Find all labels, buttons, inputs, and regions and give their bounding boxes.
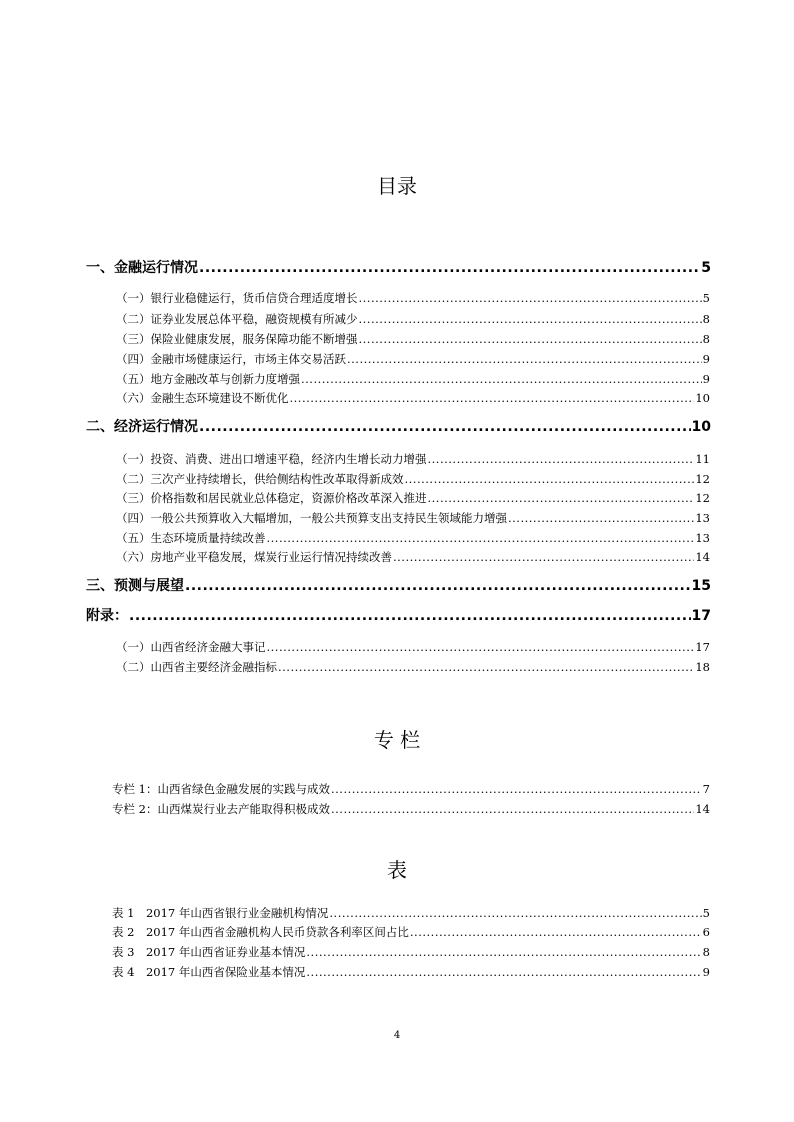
toc-section-2[interactable] <box>86 418 711 436</box>
dot-leader <box>359 312 702 327</box>
toc-page-number: 5 <box>701 260 711 276</box>
toc-page-number: 13 <box>695 531 710 545</box>
toc-entry-label: 表 4 2017 年山西省保险业基本情况 <box>112 965 306 979</box>
toc-entry-label: （一）山西省经济金融大事记 <box>116 640 266 654</box>
toc-entry[interactable] <box>116 660 710 675</box>
dot-leader <box>405 472 695 487</box>
toc-page-number: 12 <box>695 472 710 486</box>
toc-column-entry[interactable] <box>112 802 710 817</box>
toc-entry-label: （五）生态环境质量持续改善 <box>116 531 266 545</box>
dot-leader <box>329 906 701 921</box>
dot-leader <box>301 372 702 387</box>
toc-page-number: 14 <box>695 550 710 564</box>
toc-section-label: 二、经济运行情况 <box>86 419 198 435</box>
toc-entry-label: 表 1 2017 年山西省银行业金融机构情况 <box>112 906 329 920</box>
toc-entry-label: （二）证券业发展总体平稳，融资规模有所减少 <box>116 312 358 326</box>
toc-page-number: 17 <box>695 640 710 654</box>
toc-page-number: 11 <box>695 452 710 466</box>
dot-leader <box>267 640 695 655</box>
toc-entry-label: （二）山西省主要经济金融指标 <box>116 660 277 674</box>
dot-leader <box>306 945 701 960</box>
toc-page-number: 5 <box>702 291 710 305</box>
dot-leader <box>331 782 702 797</box>
toc-entry[interactable] <box>116 291 710 306</box>
dot-leader <box>410 925 702 940</box>
toc-page-number: 18 <box>695 660 710 674</box>
toc-title: 目录 <box>377 174 417 198</box>
dot-leader <box>428 452 695 467</box>
toc-entry[interactable] <box>116 491 710 506</box>
toc-entry[interactable] <box>116 640 710 655</box>
toc-page-number: 10 <box>691 419 711 435</box>
dot-leader <box>290 391 695 406</box>
toc-entry-label: 专栏 1：山西省绿色金融发展的实践与成效 <box>112 782 330 796</box>
toc-page-number: 10 <box>695 391 710 405</box>
toc-section-3[interactable] <box>86 577 711 595</box>
toc-page-number: 8 <box>702 312 710 326</box>
toc-page-number: 17 <box>691 608 711 624</box>
toc-section-appendix[interactable] <box>86 607 711 625</box>
toc-entry-label: （四）一般公共预算收入大幅增加，一般公共预算支出支持民生领域能力增强 <box>116 511 507 525</box>
toc-table-entry[interactable] <box>112 925 710 940</box>
toc-entry-label: （六）房地产业平稳发展，煤炭行业运行情况持续改善 <box>116 550 392 564</box>
toc-page-number: 8 <box>702 945 710 959</box>
toc-entry-label: 表 2 2017 年山西省金融机构人民币贷款各利率区间占比 <box>112 925 409 939</box>
dot-leader <box>359 332 702 347</box>
toc-page-number: 6 <box>702 925 710 939</box>
toc-section-label: 一、金融运行情况 <box>86 260 198 276</box>
dot-leader <box>185 577 691 595</box>
toc-entry[interactable] <box>116 531 710 546</box>
toc-entry[interactable] <box>116 352 710 367</box>
tables-title: 表 <box>387 858 407 882</box>
page-number: 4 <box>393 1030 401 1041</box>
toc-page-number: 14 <box>695 802 710 816</box>
dot-leader <box>267 531 695 546</box>
dot-leader <box>331 802 694 817</box>
toc-entry-label: （四）金融市场健康运行，市场主体交易活跃 <box>116 352 346 366</box>
toc-page-number: 13 <box>695 511 710 525</box>
toc-entry[interactable] <box>116 550 710 565</box>
toc-entry-label: （三）保险业健康发展，服务保障功能不断增强 <box>116 332 358 346</box>
toc-entry[interactable] <box>116 312 710 327</box>
toc-table-entry[interactable] <box>112 945 710 960</box>
toc-page-number: 9 <box>702 372 710 386</box>
toc-entry-label: （五）地方金融改革与创新力度增强 <box>116 372 300 386</box>
toc-entry[interactable] <box>116 391 710 406</box>
toc-table-entry[interactable] <box>112 906 710 921</box>
toc-entry-label: （六）金融生态环境建设不断优化 <box>116 391 289 405</box>
toc-entry-label: 专栏 2：山西煤炭行业去产能取得积极成效 <box>112 802 330 816</box>
toc-entry[interactable] <box>116 372 710 387</box>
toc-entry[interactable] <box>116 332 710 347</box>
toc-entry-label: 表 3 2017 年山西省证券业基本情况 <box>112 945 306 959</box>
dot-leader <box>428 491 695 506</box>
toc-entry-label: （二）三次产业持续增长，供给侧结构性改革取得新成效 <box>116 472 404 486</box>
dot-leader <box>199 418 691 436</box>
toc-column-entry[interactable] <box>112 782 710 797</box>
toc-page-number: 7 <box>702 782 710 796</box>
dot-leader <box>199 259 700 277</box>
dot-leader <box>278 660 694 675</box>
toc-page-number: 9 <box>702 352 710 366</box>
toc-entry[interactable] <box>116 511 710 526</box>
toc-entry[interactable] <box>116 452 710 467</box>
toc-section-label: 三、预测与展望 <box>86 578 184 594</box>
toc-page-number: 15 <box>691 578 711 594</box>
toc-entry[interactable] <box>116 472 710 487</box>
toc-page-number: 9 <box>702 965 710 979</box>
toc-entry-label: （一）银行业稳健运行，货币信贷合理适度增长 <box>116 291 358 305</box>
toc-table-entry[interactable] <box>112 965 710 980</box>
dot-leader <box>129 607 691 625</box>
columns-title: 专 栏 <box>373 728 421 752</box>
toc-section-label: 附录： <box>86 608 128 624</box>
dot-leader <box>347 352 702 367</box>
toc-entry-label: （一）投资、消费、进出口增速平稳，经济内生增长动力增强 <box>116 452 427 466</box>
dot-leader <box>393 550 694 565</box>
toc-entry-label: （三）价格指数和居民就业总体稳定，资源价格改革深入推进 <box>116 491 427 505</box>
dot-leader <box>359 291 702 306</box>
toc-page-number: 8 <box>702 332 710 346</box>
toc-section-1[interactable] <box>86 259 711 277</box>
toc-page-number: 12 <box>695 491 710 505</box>
dot-leader <box>508 511 694 526</box>
dot-leader <box>306 965 701 980</box>
toc-page-number: 5 <box>702 906 710 920</box>
